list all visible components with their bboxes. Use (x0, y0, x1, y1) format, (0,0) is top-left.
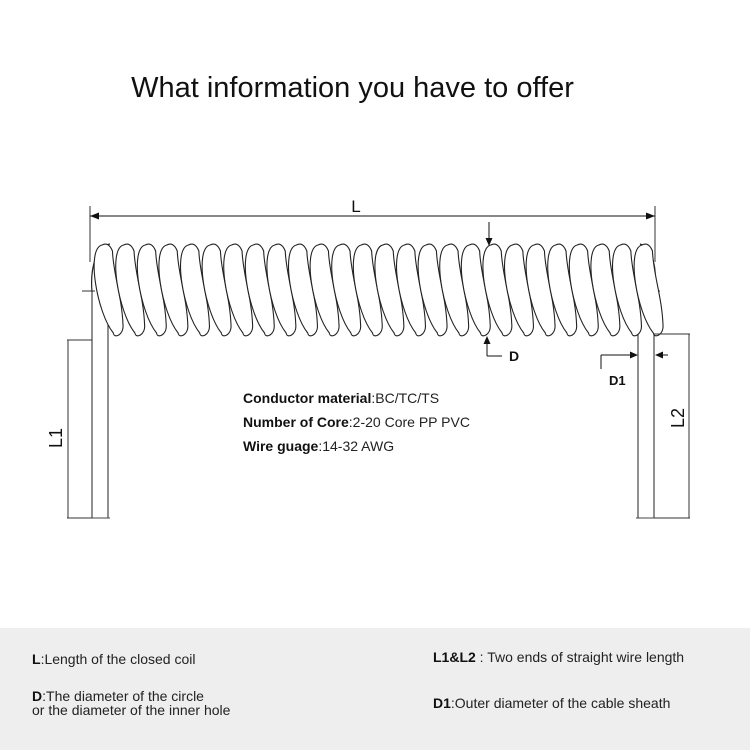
label-d1: D1 (609, 373, 626, 388)
spec-conductor-key: Conductor material (243, 390, 372, 406)
left-straight-wire (89, 292, 110, 518)
page-title: What information you have to offer (131, 72, 574, 104)
legend-l1l2 (433, 650, 684, 664)
spec-conductor (243, 390, 439, 406)
label-l1: L1 (46, 427, 66, 449)
legend-l-key: L (32, 651, 41, 667)
legend-l-text: :Length of the closed coil (40, 651, 196, 667)
spec-cores-value: :2-20 Core PP PVC (348, 414, 470, 430)
legend-l (32, 652, 195, 666)
dimension-l1 (46, 340, 92, 518)
legend-d-text: :The diameter of the circle (42, 688, 204, 704)
label-l2: L2 (668, 407, 688, 429)
dimension-l2 (654, 334, 690, 518)
label-d: D (509, 348, 520, 364)
legend-d (32, 689, 230, 717)
legend-l1l2-key: L1&L2 (433, 649, 476, 665)
dimension-d1 (601, 352, 668, 389)
spec-cores-key: Number of Core (243, 414, 349, 430)
legend-d1 (433, 696, 670, 710)
legend-l1l2-text: : Two ends of straight wire length (475, 649, 685, 665)
label-l: L (351, 197, 361, 216)
spec-conductor-value: :BC/TC/TS (371, 390, 440, 406)
spec-gauge-value: :14-32 AWG (318, 438, 395, 454)
spec-gauge (243, 438, 394, 454)
spec-cores (243, 414, 470, 430)
coil (82, 244, 663, 336)
spec-gauge-key: Wire guage (243, 438, 319, 454)
legend-d-key: D (32, 688, 43, 704)
legend-d1-text: :Outer diameter of the cable sheath (450, 695, 671, 711)
legend-d1-key: D1 (433, 695, 451, 711)
legend-d-text2: or the diameter of the inner hole (32, 702, 231, 718)
legend-panel (0, 628, 750, 750)
